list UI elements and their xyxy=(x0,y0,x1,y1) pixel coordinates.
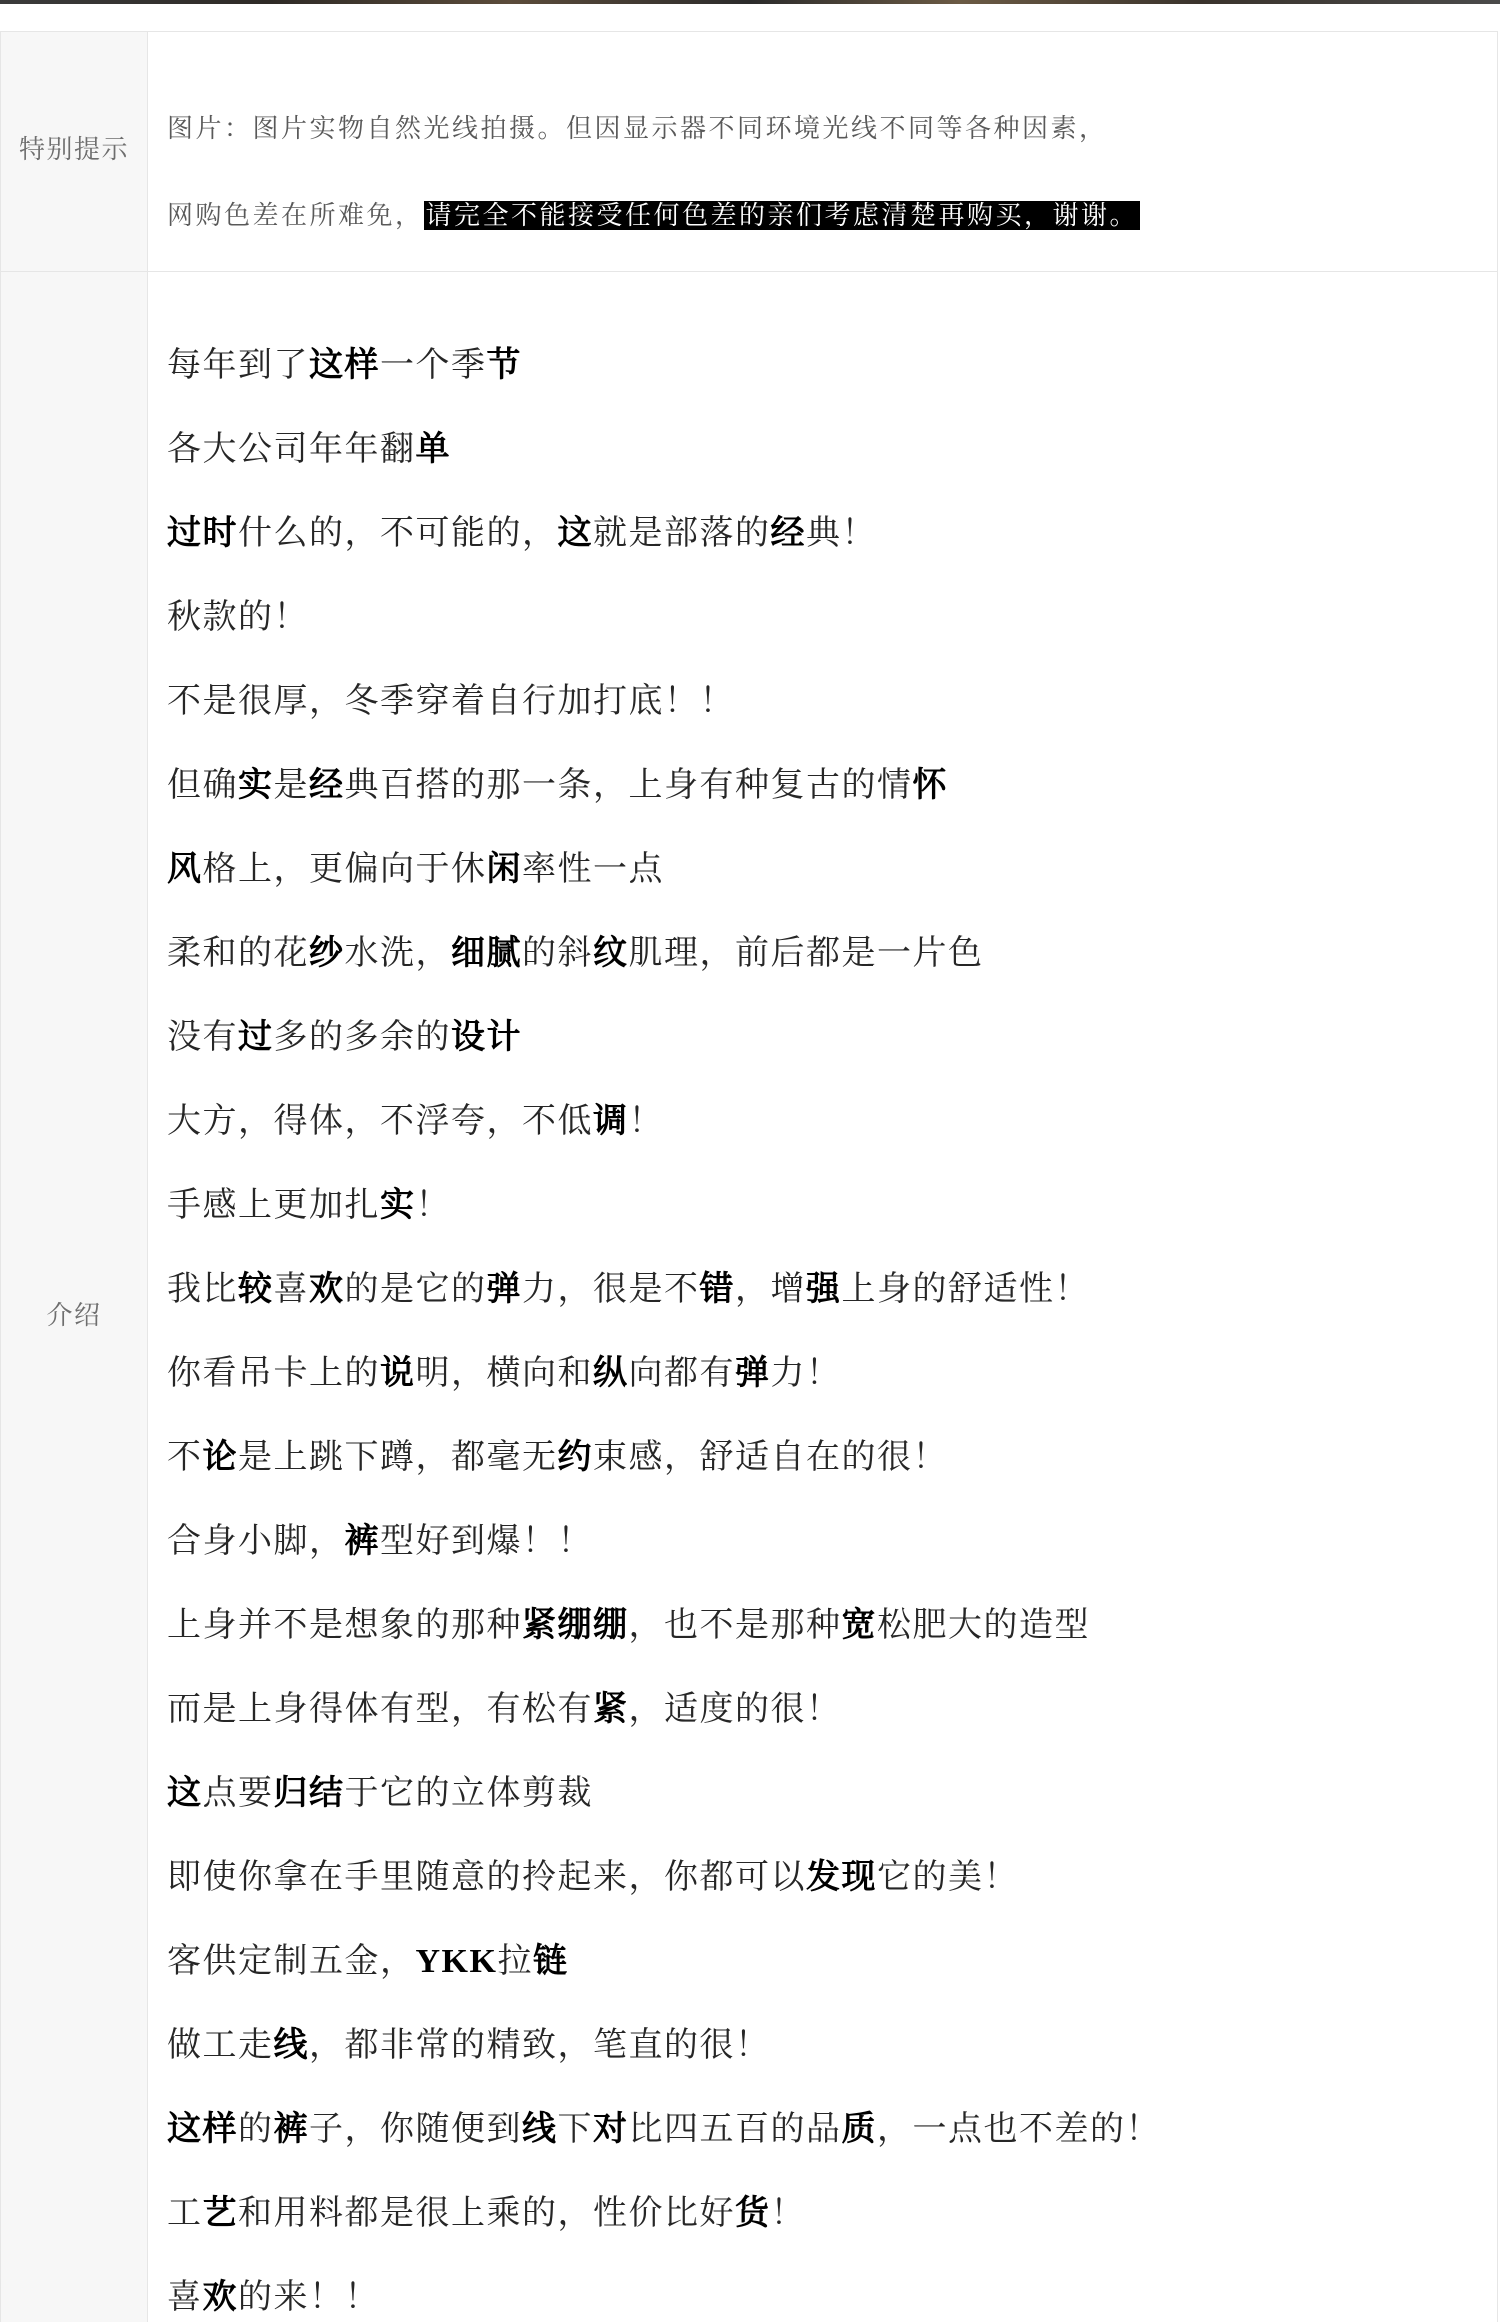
intro-text: 客供定制五金， xyxy=(167,1943,416,1980)
intro-line xyxy=(167,1436,1497,1480)
intro-text: 率性一点 xyxy=(522,851,664,888)
intro-line xyxy=(167,512,1497,556)
intro-text: 什么的，不可能的， xyxy=(238,515,558,552)
intro-text: 多的多余的 xyxy=(273,1019,451,1056)
intro-text: ！ xyxy=(770,2195,806,2232)
intro-text-bold: 这 xyxy=(167,1775,203,1812)
intro-text: 下 xyxy=(557,2111,593,2148)
intro-text-bold: 线 xyxy=(522,2111,558,2148)
intro-text: 是上跳下蹲，都毫无 xyxy=(238,1439,558,1476)
intro-text: 不是很厚，冬季穿着自行加打底！！ xyxy=(167,683,735,720)
intro-text-bold: 较 xyxy=(238,1271,274,1308)
intro-text-bold: 这 xyxy=(557,515,593,552)
intro-text: 就是部落的 xyxy=(593,515,771,552)
intro-text: 的 xyxy=(238,2111,274,2148)
intro-text: 不 xyxy=(167,1439,203,1476)
intro-text-bold: 闲 xyxy=(486,851,522,888)
intro-text-bold: 裤 xyxy=(273,2111,309,2148)
intro-text: 束感，舒适自在的很！ xyxy=(593,1439,948,1476)
intro-text: 但确 xyxy=(167,767,238,804)
intro-line xyxy=(167,2276,1497,2320)
intro-text-bold: 欢 xyxy=(202,2279,238,2316)
intro-text-bold: 弹 xyxy=(735,1355,771,1392)
intro-text-bold: 这样 xyxy=(309,347,380,384)
intro-text-bold: 约 xyxy=(557,1439,593,1476)
notice-row xyxy=(1,32,1497,272)
intro-text: 而是上身得体有型，有松有 xyxy=(167,1691,593,1728)
intro-text-bold: 调 xyxy=(593,1103,629,1140)
intro-text: 的来！！ xyxy=(238,2279,380,2316)
intro-text: 典百搭的那一条，上身有种复古的情 xyxy=(344,767,913,804)
intro-line xyxy=(167,2108,1497,2152)
intro-text: ！ xyxy=(628,1103,664,1140)
intro-text-bold: 节 xyxy=(486,347,522,384)
intro-line xyxy=(167,932,1497,976)
intro-text-bold: 紧绷绷 xyxy=(522,1607,629,1644)
intro-text: 一个季 xyxy=(380,347,487,384)
intro-text-bold: 单 xyxy=(415,431,451,468)
intro-text-bold: 经 xyxy=(770,515,806,552)
intro-text: 它的美！ xyxy=(877,1859,1019,1896)
intro-text: 拉 xyxy=(497,1943,533,1980)
intro-text: 格上，更偏向于休 xyxy=(202,851,487,888)
intro-text: ，一点也不差的！ xyxy=(877,2111,1161,2148)
intro-text-bold: 欢 xyxy=(309,1271,345,1308)
intro-line xyxy=(167,1688,1497,1732)
intro-text: 是 xyxy=(273,767,309,804)
intro-text: ，也不是那种 xyxy=(628,1607,842,1644)
intro-text: 明，横向和 xyxy=(415,1355,593,1392)
intro-line xyxy=(167,1772,1497,1816)
intro-text-bold: 货 xyxy=(735,2195,771,2232)
intro-text-bold: 细腻 xyxy=(451,935,522,972)
intro-text-bold: 设计 xyxy=(451,1019,522,1056)
product-detail-table xyxy=(0,31,1498,2322)
intro-text: 于它的立体剪裁 xyxy=(344,1775,593,1812)
intro-text: 力，很是不 xyxy=(522,1271,700,1308)
intro-text-bold: 强 xyxy=(806,1271,842,1308)
intro-line xyxy=(167,848,1497,892)
intro-text: 子，你随便到 xyxy=(309,2111,522,2148)
intro-text-bold: 经 xyxy=(309,767,345,804)
intro-line xyxy=(167,1268,1497,1312)
intro-text-bold: 过时 xyxy=(167,515,238,552)
intro-line xyxy=(167,764,1497,808)
intro-line xyxy=(167,680,1497,724)
intro-text: ，适度的很！ xyxy=(628,1691,842,1728)
intro-text-bold: 纹 xyxy=(593,935,629,972)
intro-text: 和用料都是很上乘的，性价比好 xyxy=(238,2195,735,2232)
intro-text-bold: 怀 xyxy=(912,767,948,804)
intro-row xyxy=(1,272,1497,2322)
top-image-edge xyxy=(0,0,1500,4)
notice-label: 特别提示 xyxy=(1,32,148,271)
intro-text: 水洗， xyxy=(344,935,451,972)
intro-line xyxy=(167,1352,1497,1396)
intro-text-bold: 说 xyxy=(380,1355,416,1392)
intro-text: ！ xyxy=(415,1187,451,1224)
intro-text: 合身小脚， xyxy=(167,1523,345,1560)
intro-text-bold: 质 xyxy=(841,2111,877,2148)
intro-line xyxy=(167,428,1497,472)
intro-line xyxy=(167,1016,1497,1060)
intro-text: 喜 xyxy=(273,1271,309,1308)
intro-text: 典！ xyxy=(806,515,877,552)
intro-text: ，都非常的精致，笔直的很！ xyxy=(309,2027,771,2064)
intro-text-bold: YKK xyxy=(415,1943,498,1980)
intro-text: 大方，得体，不浮夸，不低 xyxy=(167,1103,593,1140)
intro-label: 介绍 xyxy=(1,272,148,2322)
intro-line xyxy=(167,1520,1497,1564)
intro-text-bold: 论 xyxy=(202,1439,238,1476)
intro-text-bold: 紧 xyxy=(593,1691,629,1728)
intro-line xyxy=(167,1604,1497,1648)
intro-text-bold: 实 xyxy=(380,1187,416,1224)
intro-text-bold: 链 xyxy=(532,1943,569,1980)
intro-text: 的是它的 xyxy=(344,1271,487,1308)
notice-content xyxy=(148,32,1497,271)
intro-text: 上身的舒适性！ xyxy=(841,1271,1090,1308)
intro-text: 秋款的！ xyxy=(167,599,309,636)
intro-text: 工 xyxy=(167,2195,203,2232)
intro-line xyxy=(167,1940,1497,1984)
intro-text-bold: 艺 xyxy=(202,2195,238,2232)
intro-line xyxy=(167,2192,1497,2236)
intro-line xyxy=(167,344,1497,388)
intro-text-bold: 线 xyxy=(273,2027,309,2064)
intro-text-bold: 发现 xyxy=(806,1859,877,1896)
intro-line xyxy=(167,596,1497,640)
intro-text-bold: 弹 xyxy=(486,1271,522,1308)
intro-text: 向都有 xyxy=(628,1355,735,1392)
intro-text: 各大公司年年翻 xyxy=(167,431,416,468)
intro-content xyxy=(148,272,1497,2322)
intro-text-bold: 过 xyxy=(238,1019,274,1056)
notice-highlight: 请完全不能接受任何色差的亲们考虑清楚再购买，谢谢。 xyxy=(425,201,1139,230)
intro-text: 松肥大的造型 xyxy=(877,1607,1090,1644)
intro-text: 型好到爆！！ xyxy=(380,1523,593,1560)
notice-line-1: 图片：图片实物自然光线拍摄。但因显示器不同环境光线不同等各种因素， xyxy=(167,114,1108,143)
intro-line xyxy=(167,1856,1497,1900)
intro-line xyxy=(167,2024,1497,2068)
intro-text: 肌理，前后都是一片色 xyxy=(628,935,984,972)
intro-text: 比四五百的品 xyxy=(628,2111,842,2148)
intro-line xyxy=(167,1184,1497,1228)
intro-text: 力！ xyxy=(770,1355,842,1392)
intro-text-bold: 归结 xyxy=(273,1775,345,1812)
intro-text: 点要 xyxy=(202,1775,274,1812)
intro-text: 上身并不是想象的那种 xyxy=(167,1607,522,1644)
notice-line-2-text: 网购色差在所难免， xyxy=(167,201,424,230)
intro-line xyxy=(167,1100,1497,1144)
intro-text: ，增 xyxy=(735,1271,806,1308)
intro-text: 即使你拿在手里随意的拎起来，你都可以 xyxy=(167,1859,806,1896)
intro-text: 做工走 xyxy=(167,2027,274,2064)
intro-text-bold: 风 xyxy=(167,851,203,888)
intro-text-bold: 错 xyxy=(699,1271,735,1308)
intro-text-bold: 对 xyxy=(593,2111,629,2148)
intro-text: 喜 xyxy=(167,2279,203,2316)
intro-text-bold: 实 xyxy=(238,767,274,804)
intro-text: 你看吊卡上的 xyxy=(167,1355,380,1392)
intro-text-bold: 这样 xyxy=(167,2111,238,2148)
intro-text-bold: 裤 xyxy=(344,1523,380,1560)
notice-line-2 xyxy=(167,196,1497,236)
intro-text-bold: 纱 xyxy=(309,935,345,972)
intro-text: 没有 xyxy=(167,1019,238,1056)
intro-text: 的斜 xyxy=(522,935,593,972)
intro-text: 每年到了 xyxy=(167,347,309,384)
intro-text: 手感上更加扎 xyxy=(167,1187,380,1224)
intro-text-bold: 宽 xyxy=(841,1607,877,1644)
intro-text: 我比 xyxy=(167,1271,238,1308)
intro-text-bold: 纵 xyxy=(593,1355,629,1392)
intro-text: 柔和的花 xyxy=(167,935,309,972)
